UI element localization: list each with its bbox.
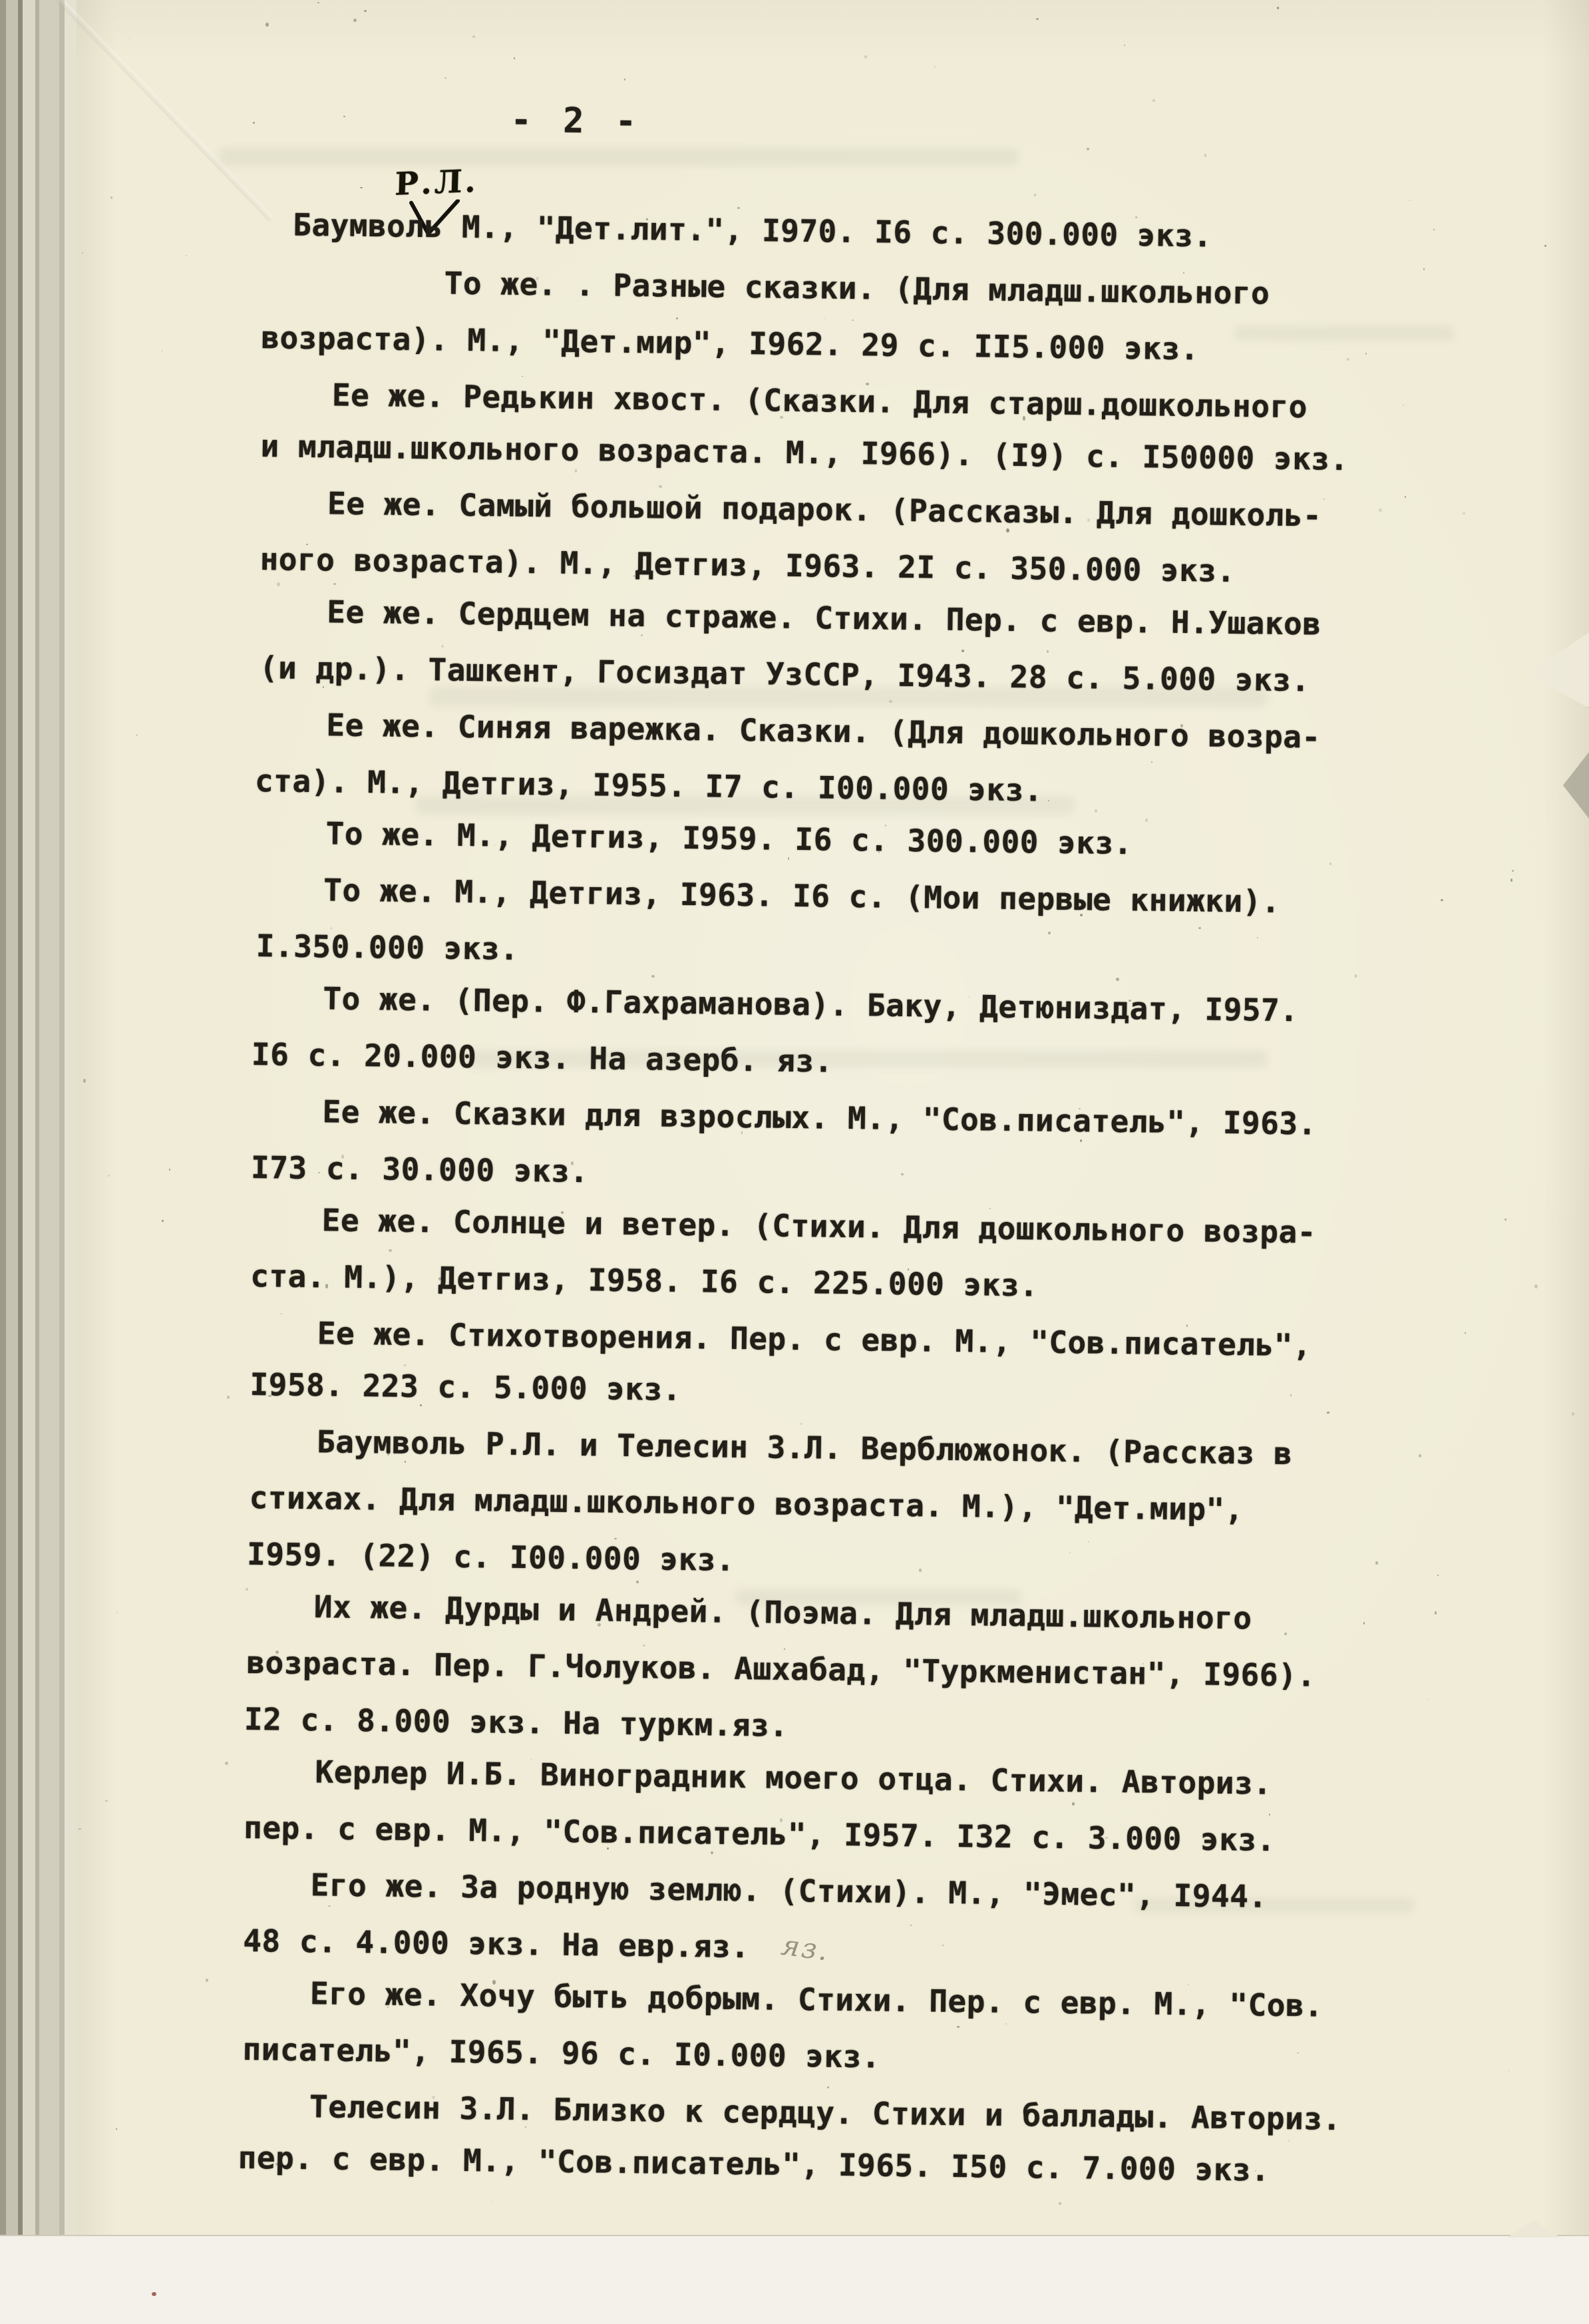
text-line: Ее же. Самый большой подарок. (Рассказы. Для дошколь- <box>327 485 1322 534</box>
text-line: Их же. Дурды и Андрей. (Поэма. Для младш.школьного <box>313 1589 1252 1637</box>
page-number: - 2 - <box>510 100 642 142</box>
text-line: I.350.000 экз. <box>256 927 519 967</box>
text-line: (и др.). Ташкент, Госиздат УзССР, I943. 28 с. 5.000 экз. <box>259 650 1310 699</box>
text-line: писатель", I965. 96 с. I0.000 экз. <box>242 2031 881 2075</box>
text-line: пер. с евр. М., "Сов.писатель", I965. I50 с. 7.000 экз. <box>238 2140 1270 2189</box>
text-line: Керлер И.Б. Виноградник моего отца. Стихи. Авториз. <box>315 1754 1272 1802</box>
text-line: Ее же. Солнце и ветер. (Стихи. Для дошкольного возра- <box>321 1202 1317 1251</box>
paper-speck <box>1277 7 1279 9</box>
handwritten-note: яз. <box>779 1928 832 1967</box>
text-line: и младш.школьного возраста. М., I966). (I9) с. I50000 экз. <box>260 428 1349 478</box>
text-line: I2 с. 8.000 экз. На туркм.яз. <box>244 1700 789 1744</box>
text-line: ста. М.), Детгиз, I958. I6 с. 225.000 экз. <box>250 1257 1039 1304</box>
handwritten-initials: Р.Л. <box>394 162 479 203</box>
text-line: ного возраста). М., Детгиз, I963. 2I с. 350.000 экз. <box>260 540 1236 589</box>
text-line: Ее же. Сердцем на страже. Стихи. Пер. с евр. Н.Ушаков <box>326 594 1322 642</box>
text-line: То же. М., Детгиз, I959. I6 с. 300.000 экз. <box>325 815 1133 862</box>
text-line: ста). М., Детгиз, I955. I7 с. I00.000 экз. <box>254 762 1043 809</box>
text-line: Баумволь Р.Л. и Телесин З.Л. Верблюжонок. (Рассказ в <box>316 1424 1293 1472</box>
text-line: Ее же. Стихотворения. Пер. с евр. М., "Сов.писатель", <box>317 1314 1312 1364</box>
text-line: I958. 223 с. 5.000 экз. <box>250 1366 682 1408</box>
text-line: пер. с евр. М., "Сов.писатель", I957. I32 с. 3.000 экз. <box>243 1809 1276 1858</box>
text-line: То же. (Пер. Ф.Гахраманова). Баку, Детюниздат, I957. <box>323 980 1299 1029</box>
text-line: 48 с. 4.000 экз. На евр.яз. <box>242 1922 750 1965</box>
text-line: I959. (22) с. I00.000 экз. <box>246 1535 735 1578</box>
text-line: Телесин З.Л. Близко к сердцу. Стихи и баллады. Авториз. <box>309 2088 1342 2137</box>
text-line: Ее же. Синяя варежка. Сказки. (Для дошкольного возра- <box>326 707 1321 755</box>
text-line: I6 с. 20.000 экз. На азерб. яз. <box>251 1036 834 1079</box>
text-line: стихах. Для младш.школьного возраста. М.), "Дет.мир", <box>249 1479 1244 1528</box>
text-line: Его же. За родную землю. (Стихи). М., "Эмес", I944. <box>310 1867 1268 1915</box>
scanner-background <box>0 2235 1589 2309</box>
text-line: Его же. Хочу быть добрым. Стихи. Пер. с евр. М., "Сов. <box>309 1975 1324 2024</box>
text-line: возраста. Пер. Г.Чолуков. Ашхабад, "Туркменистан", I966). <box>246 1644 1316 1694</box>
ink-speck <box>152 2292 156 2296</box>
text-line: I73 с. 30.000 экз. <box>250 1149 589 1189</box>
text-line: Баумволь М., "Дет.лит.", I970. I6 с. 300.000 экз. <box>292 206 1212 254</box>
text-line: То же. М., Детгиз, I963. I6 с. (Мои первые книжки). <box>323 872 1281 920</box>
text-line: Ее же. Редькин хвост. (Сказки. Для старш.дошкольного <box>331 377 1308 425</box>
text-line: Ее же. Сказки для взрослых. М., "Сов.писатель", I963. <box>322 1093 1318 1142</box>
text-line: возраста). М., "Дет.мир", I962. 29 с. II5.000 экз. <box>261 319 1200 367</box>
text-line: То же. . Разные сказки. (Для младш.школьного <box>444 265 1270 311</box>
